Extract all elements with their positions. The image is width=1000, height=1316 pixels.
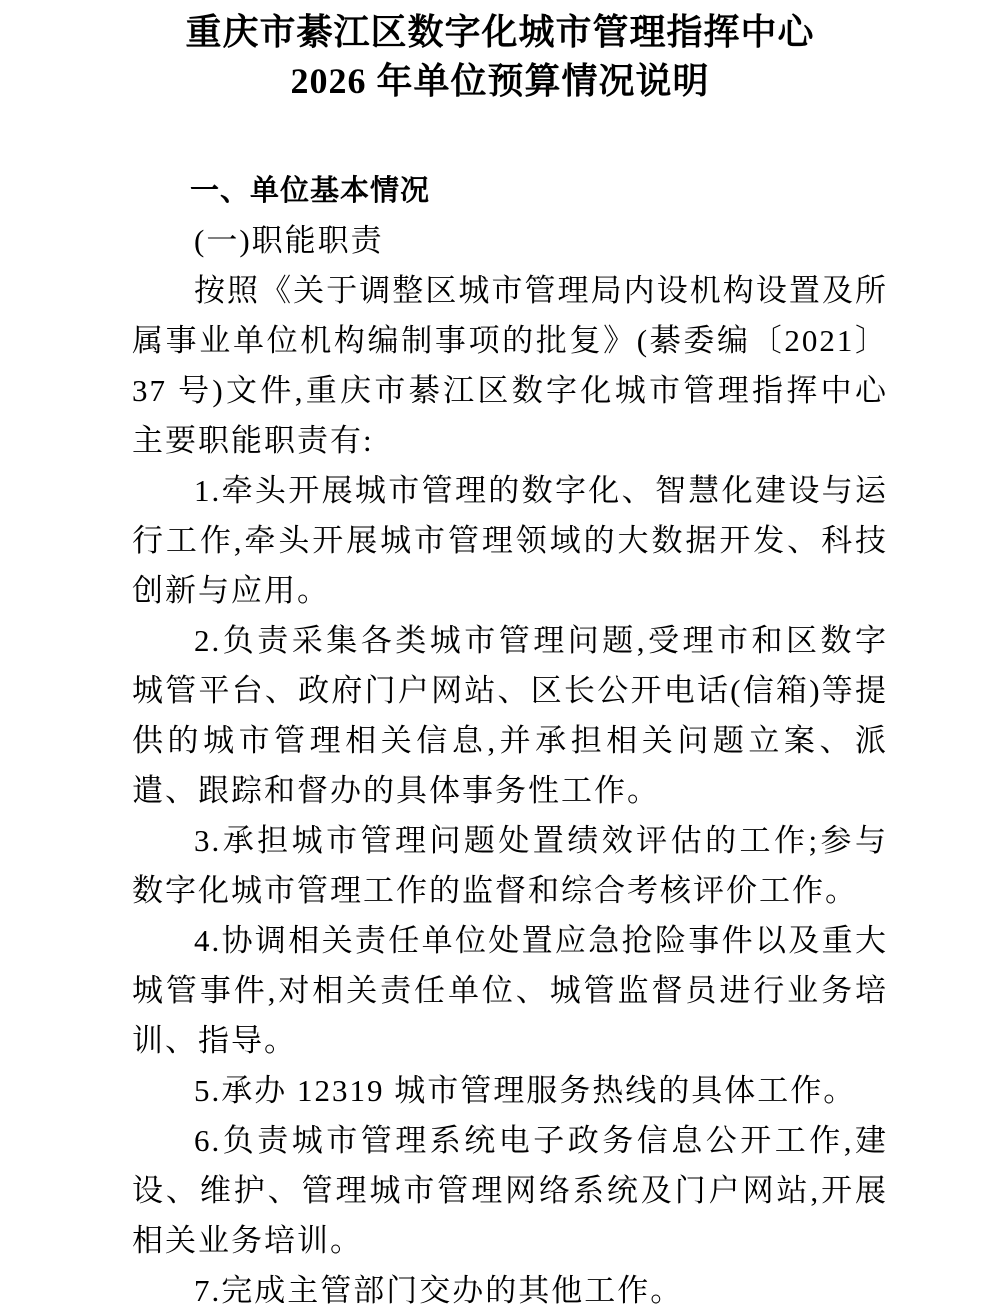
document-title-line-2: 2026 年单位预算情况说明 — [290, 61, 710, 101]
paragraph-duty-4: 4.协调相关责任单位处置应急抢险事件以及重大城管事件,对相关责任单位、城管监督员进行业务培训、指导。 — [132, 923, 888, 1058]
section-heading-unit-basic-info: 一、单位基本情况 — [190, 175, 431, 207]
document-title — [0, 0, 1000, 106]
document-body — [132, 106, 888, 1316]
paragraph-duty-3: 3.承担城市管理问题处置绩效评估的工作;参与数字化城市管理工作的监督和综合考核评价工作。 — [132, 823, 888, 908]
paragraph-duty-1: 1.牵头开展城市管理的数字化、智慧化建设与运行工作,牵头开展城市管理领域的大数据开发、科技创新与应用。 — [132, 473, 888, 608]
subsection-heading-functions-duties: (一)职能职责 — [194, 223, 384, 258]
document-title-line-1: 重庆市綦江区数字化城市管理指挥中心 — [185, 12, 815, 52]
paragraph-intro: 按照《关于调整区城市管理局内设机构设置及所属事业单位机构编制事项的批复》(綦委编〔2021〕37 号)文件,重庆市綦江区数字化城市管理指挥中心主要职能职责有: — [132, 273, 888, 458]
paragraph-duty-2: 2.负责采集各类城市管理问题,受理市和区数字城管平台、政府门户网站、区长公开电话(信箱)等提供的城市管理相关信息,并承担相关问题立案、派遣、跟踪和督办的具体事务性工作。 — [132, 623, 888, 808]
paragraph-duty-5: 5.承办 12319 城市管理服务热线的具体工作。 — [194, 1073, 857, 1108]
paragraph-duty-6: 6.负责城市管理系统电子政务信息公开工作,建设、维护、管理城市管理网络系统及门户网站,开展相关业务培训。 — [132, 1123, 888, 1258]
paragraph-duty-7: 7.完成主管部门交办的其他工作。 — [194, 1273, 684, 1308]
